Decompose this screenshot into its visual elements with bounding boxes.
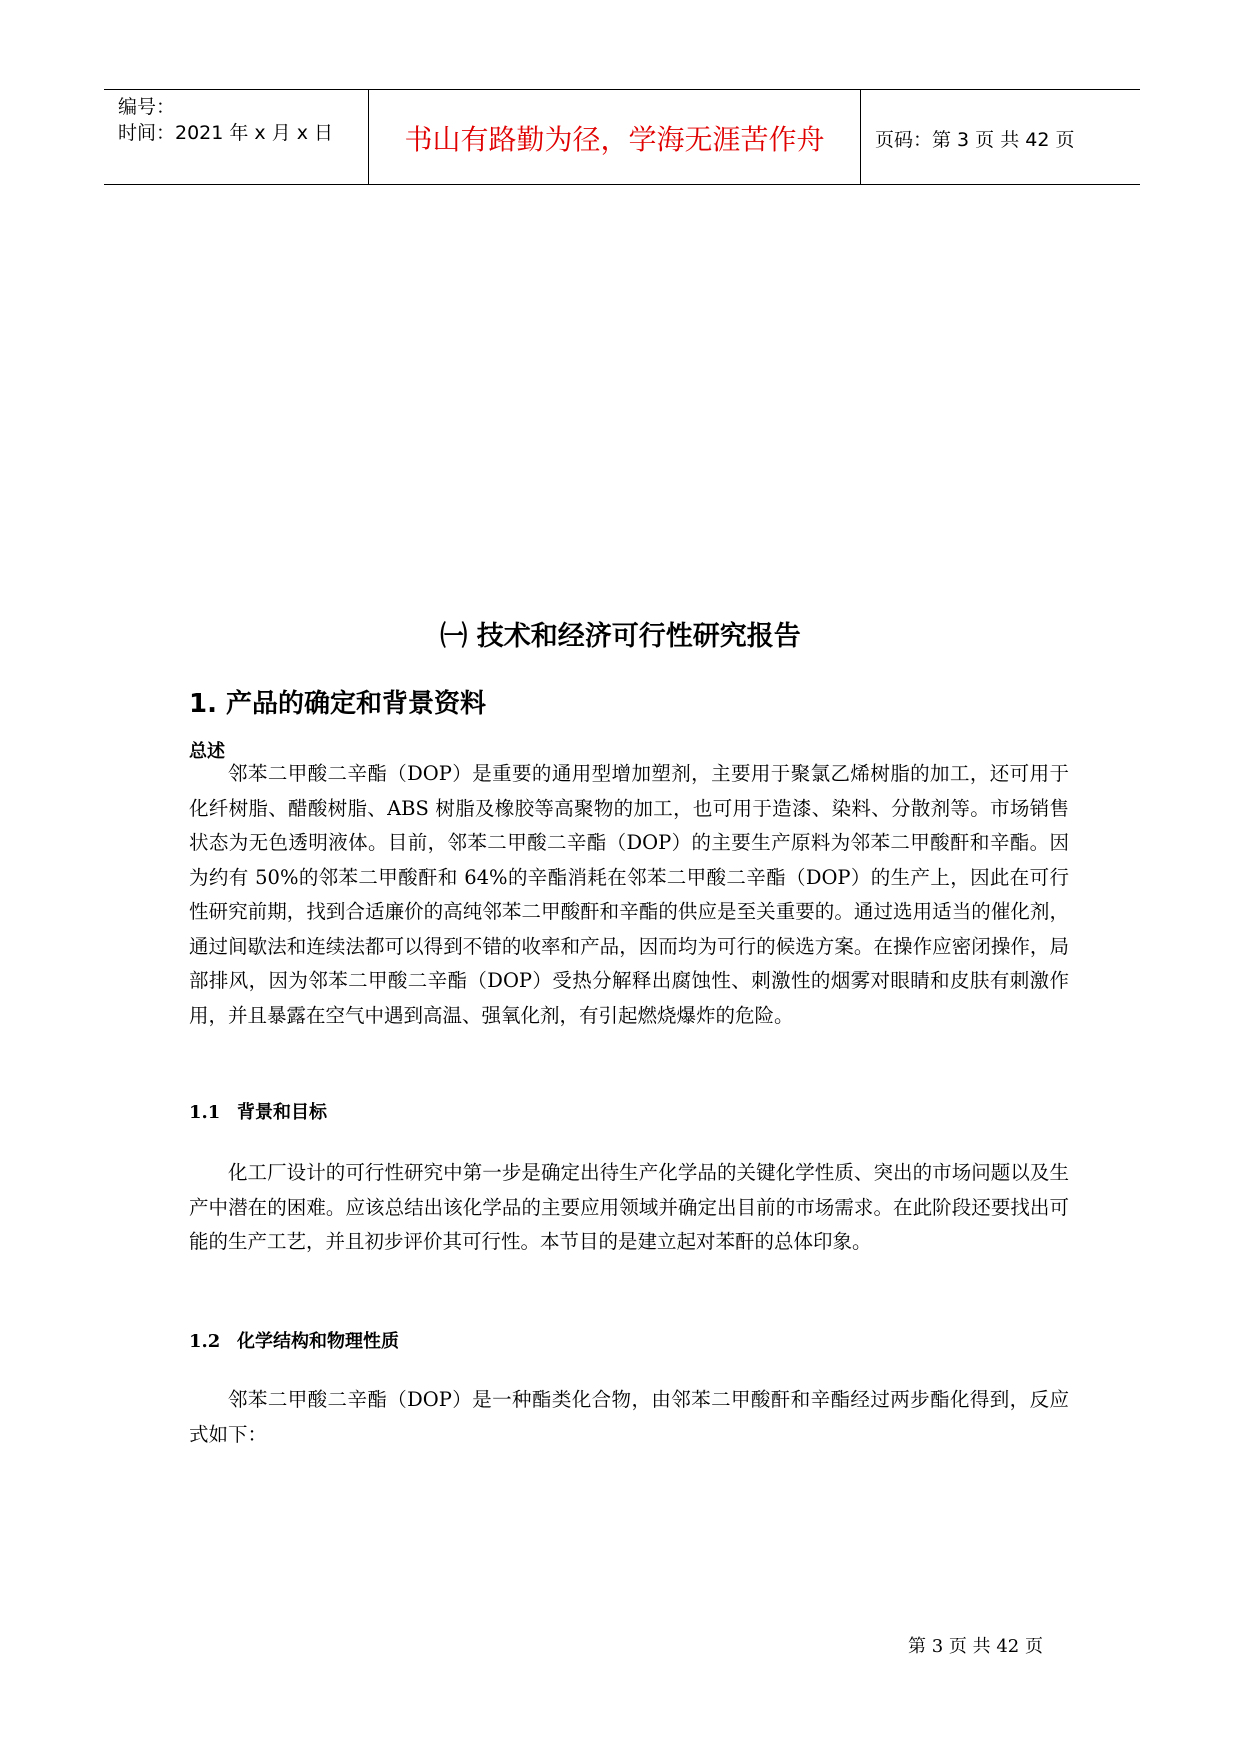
subsection-1-1-number: 1.1 [189,1102,221,1123]
section-1-heading: 1. 产品的确定和背景资料 [189,689,487,719]
report-title: ㈠ 技术和经济可行性研究报告 [440,621,801,652]
subsection-1-2-heading [189,1327,399,1353]
header-table [104,89,1140,185]
header-right-cell [861,90,1140,184]
summary-heading: 总述 [189,741,225,762]
page-footer: 第 3 页 共 42 页 [908,1636,1043,1657]
subsection-1-2-paragraph: 邻苯二甲酸二辛酯（DOP）是一种酯类化合物，由邻苯二甲酸酐和辛酯经过两步酯化得到，反应式如下： [189,1388,1069,1446]
subsection-1-2-number: 1.2 [189,1331,221,1352]
subsection-1-1-paragraph: 化工厂设计的可行性研究中第一步是确定出待生产化学品的关键化学性质、突出的市场问题以及生产中潜在的困难。应该总结出该化学品的主要应用领域并确定出目前的市场需求。在此阶段还要找出可能的生产工艺，并且初步评价其可行性。本节目的是建立起对苯酐的总体印象。 [189,1161,1069,1253]
header-left-cell [104,90,369,184]
number-label: 编号： [118,96,176,118]
subsection-1-1-title: 背景和目标 [237,1102,327,1123]
page-code: 页码：第 3 页 共 42 页 [875,129,1075,151]
subsection-1-2-title: 化学结构和物理性质 [237,1331,399,1352]
subsection-1-1-heading [189,1098,327,1124]
motto-text: 书山有路勤为径，学海无涯苦作舟 [404,123,825,156]
header-middle-cell [369,90,861,184]
time-label: 时间：2021 年 x 月 x 日 [118,122,334,144]
summary-paragraph: 邻苯二甲酸二辛酯（DOP）是重要的通用型增加塑剂，主要用于聚氯乙烯树脂的加工，还可用于化纤树脂、醋酸树脂、ABS 树脂及橡胶等高聚物的加工，也可用于造漆、染料、分散剂等。市场销售状态为无色透明液体。目前，邻苯二甲酸二辛酯（DOP）的主要生产原料为邻苯二甲酸酐和辛酯。因为约有 50%的邻苯二甲酸酐和 64%的辛酯消耗在邻苯二甲酸二辛酯（DOP）的生产上，因此在可行性研究前期，找到合适廉价的高纯邻苯二甲酸酐和辛酯的供应是至关重要的。通过选用适当的催化剂，通过间歇法和连续法都可以得到不错的收率和产品，因而均为可行的候选方案。在操作应密闭操作，局部排风，因为邻苯二甲酸二辛酯（DOP）受热分解释出腐蚀性、刺激性的烟雾对眼睛和皮肤有刺激作用，并且暴露在空气中遇到高温、强氧化剂，有引起燃烧爆炸的危险。 [189,762,1069,1027]
